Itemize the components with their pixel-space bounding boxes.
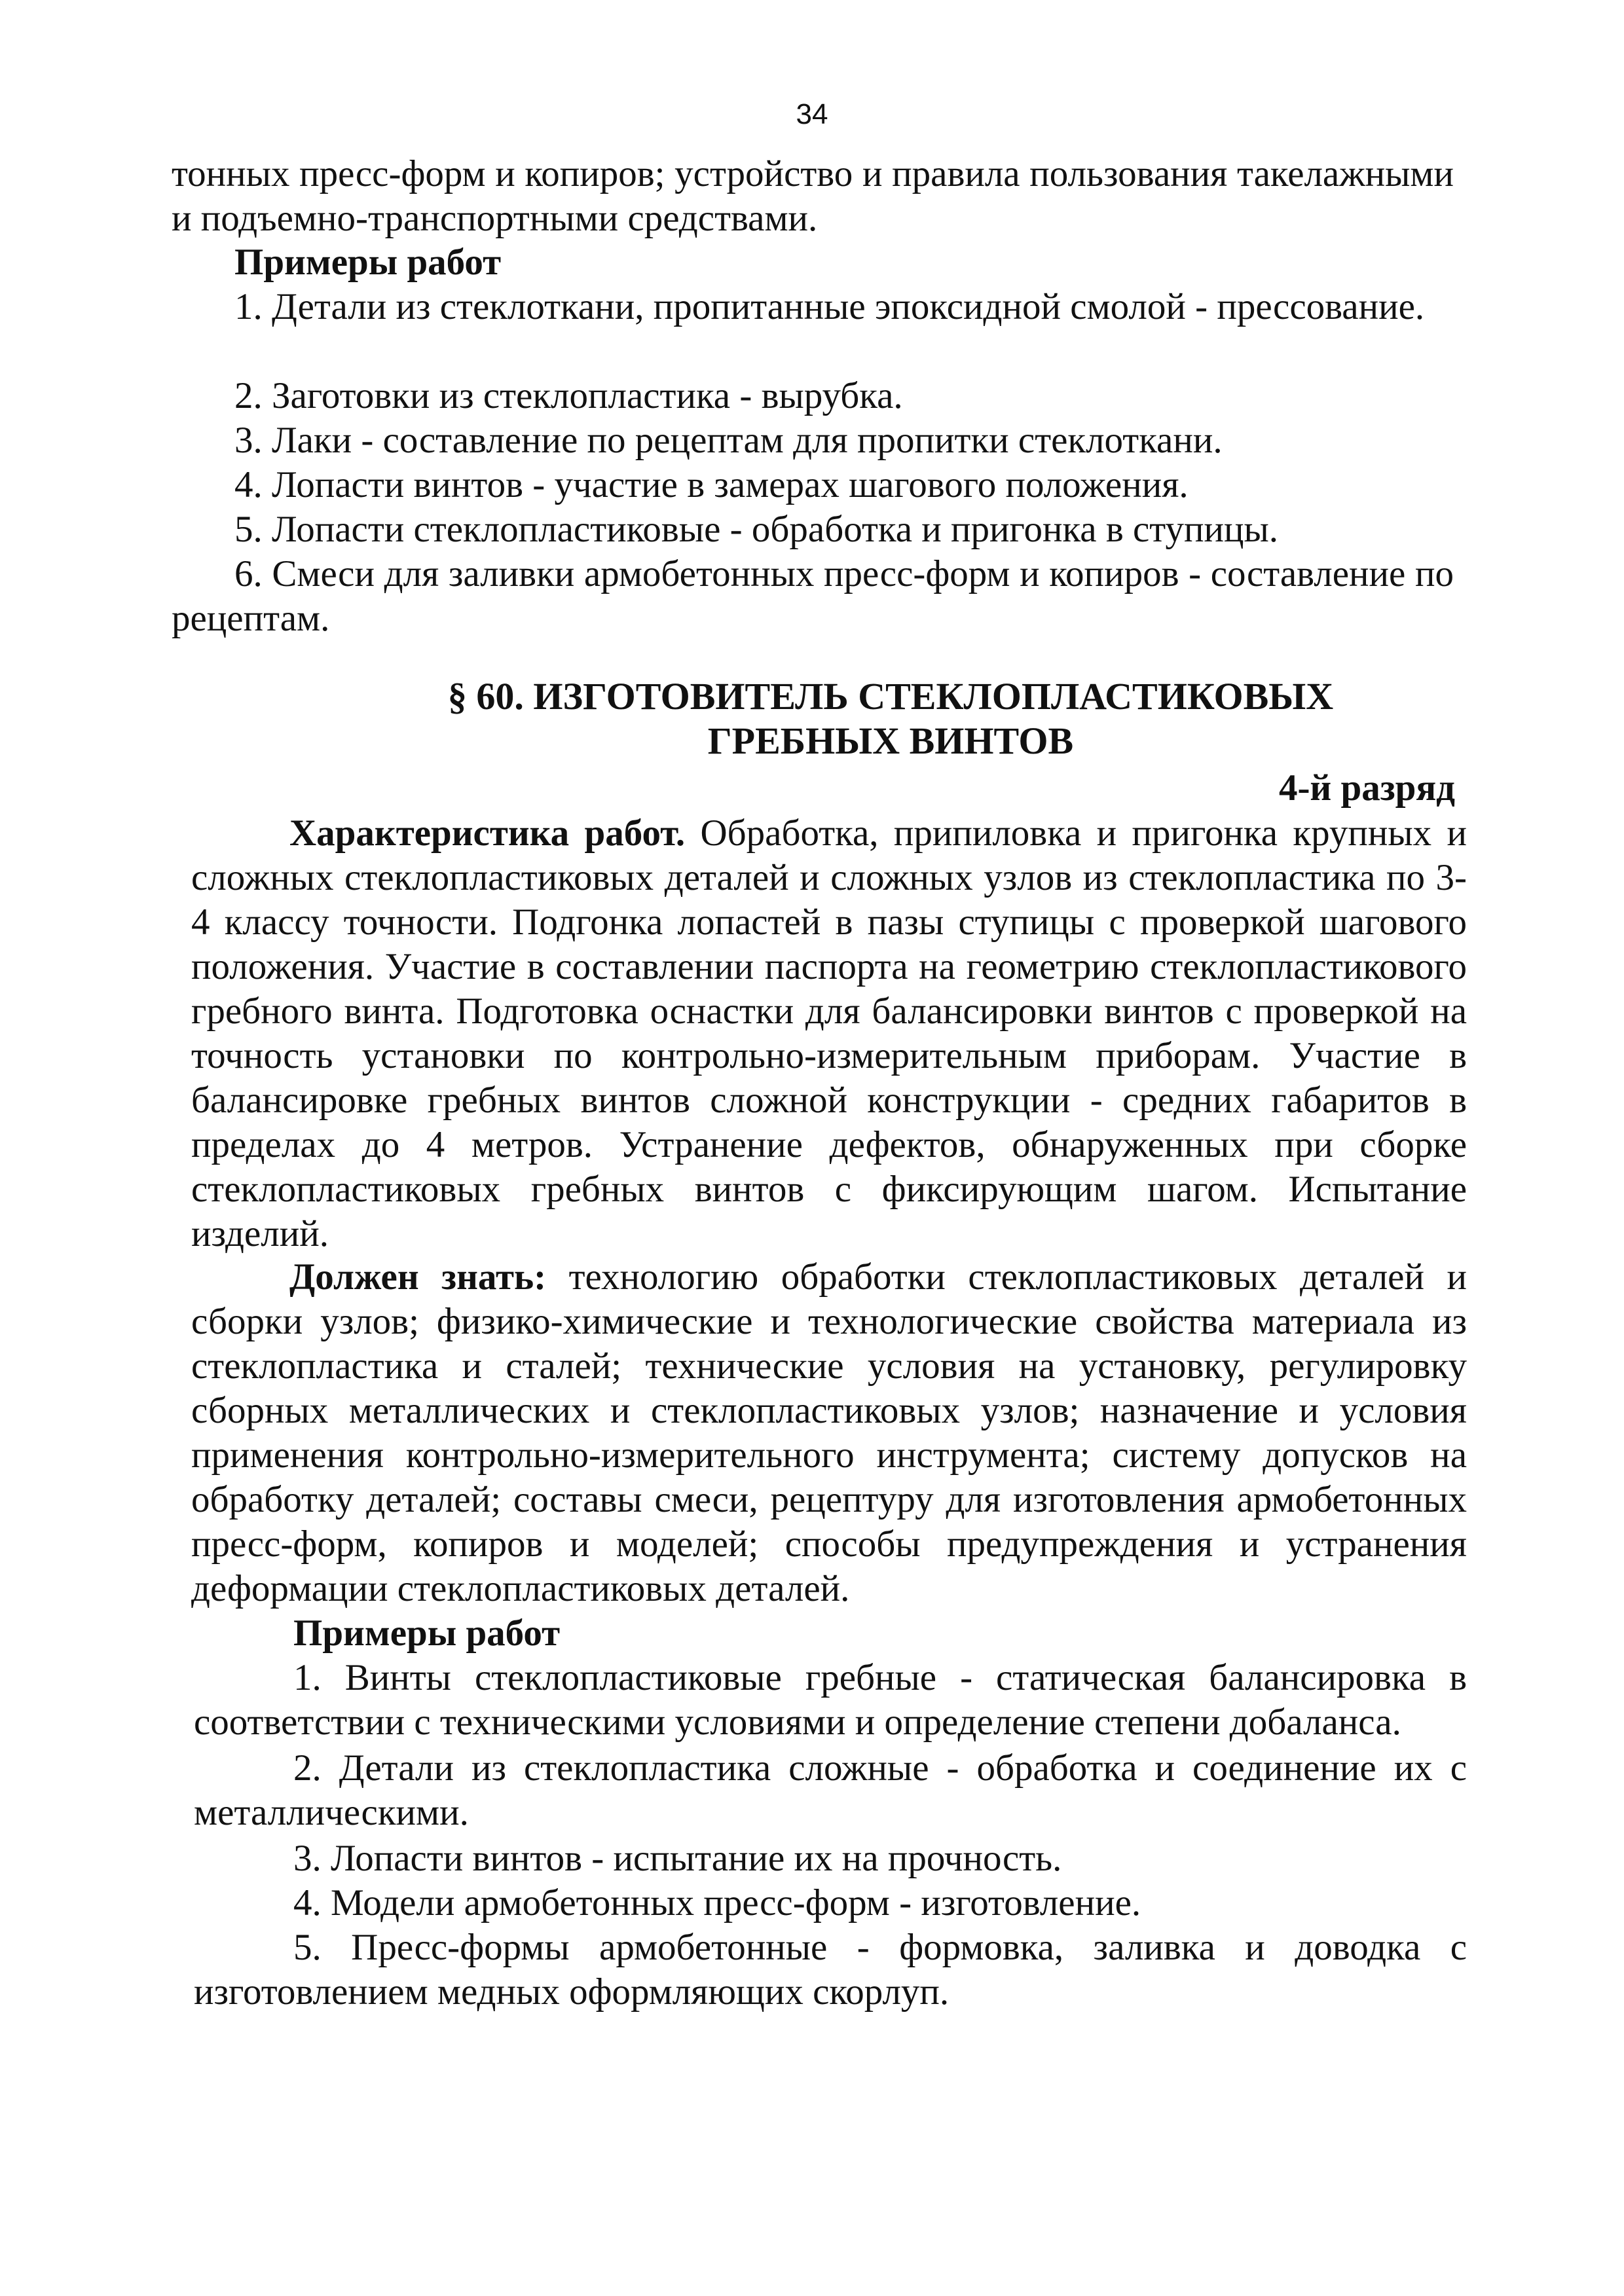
knowledge-paragraph (191, 1255, 1467, 1611)
continuation-paragraph: тонных пресс-форм и копиров; устройство и правила пользования такелажными и подъемно-транспортными средствами. (172, 153, 1454, 239)
characteristic-label: Характеристика работ. (289, 812, 686, 854)
example-item-top-1: 1. Детали из стеклоткани, пропитанные эпоксидной смолой - прессование. (234, 286, 1425, 327)
example-item-section-3: 3. Лопасти винтов - испытание их на прочность. (293, 1838, 1062, 1879)
example-item-section-1: 1. Винты стеклопластиковые гребные - статическая балансировка в соответствии с техническими условиями и определение степени добаланса. (194, 1657, 1467, 1743)
example-item-top-3: 3. Лаки - составление по рецептам для пропитки стеклоткани. (234, 420, 1223, 461)
characteristic-paragraph (191, 811, 1467, 1256)
example-item-top-4: 4. Лопасти винтов - участие в замерах шагового положения. (234, 464, 1189, 505)
example-item-top-2: 2. Заготовки из стеклопластика - вырубка. (234, 375, 903, 416)
page-number: 34 (796, 98, 828, 130)
example-item-section-4: 4. Модели армобетонных пресс-форм - изготовление. (293, 1882, 1141, 1923)
grade-label: 4-й разряд (1278, 767, 1455, 809)
example-item-section-5: 5. Пресс-формы армобетонные - формовка, заливка и доводка с изготовлением медных оформляющих скорлуп. (194, 1927, 1467, 2013)
characteristic-text: Обработка, припиловка и пригонка крупных и сложных стеклопластиковых деталей и сложных узлов из стеклопластика по 3-4 классу точности. Подгонка лопастей в пазы ступицы с проверкой шагового положения. Участие в составлении паспорта на геометрию стеклопластикового гребного винта. Подготовка оснастки для балансировки винтов с проверкой на точность установки по контрольно-измерительным приборам. Участие в балансировке гребных винтов сложной конструкции - средних габаритов в пределах до 4 метров. Устранение дефектов, обнаруженных при сборке стеклопластиковых гребных винтов с фиксирующим шагом. Испытание изделий. (191, 812, 1467, 1254)
examples-heading-section: Примеры работ (293, 1613, 561, 1654)
knowledge-text: технологию обработки стеклопластиковых деталей и сборки узлов; физико-химические и технологические свойства материала из стеклопластика и сталей; технические условия на установку, регулировку сборных металлических и стеклопластиковых узлов; назначение и условия применения контрольно-измерительного инструмента; систему допусков на обработку деталей; составы смеси, рецептуру для изготовления армобетонных пресс-форм, копиров и моделей; способы предупреждения и устранения деформации стеклопластиковых деталей. (191, 1256, 1467, 1609)
example-item-section-2: 2. Детали из стеклопластика сложные - обработка и соединение их с металлическими. (194, 1747, 1467, 1833)
knowledge-label: Должен знать: (289, 1256, 547, 1298)
examples-heading-top: Примеры работ (234, 242, 502, 283)
example-item-top-6: 6. Смеси для заливки армобетонных пресс-форм и копиров - составление по рецептам. (172, 553, 1454, 639)
section-title-line-1: § 60. ИЗГОТОВИТЕЛЬ СТЕКЛОПЛАСТИКОВЫХ (447, 675, 1334, 718)
section-title-line-2: ГРЕБНЫХ ВИНТОВ (707, 720, 1074, 762)
example-item-top-5: 5. Лопасти стеклопластиковые - обработка и пригонка в ступицы. (234, 509, 1279, 550)
